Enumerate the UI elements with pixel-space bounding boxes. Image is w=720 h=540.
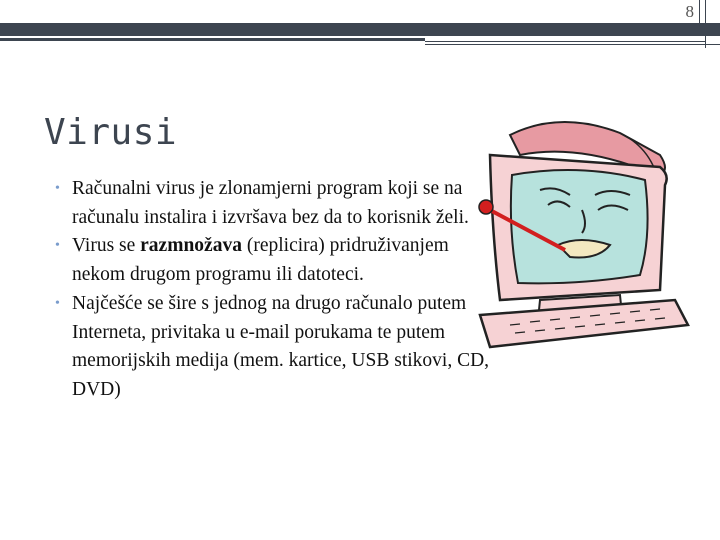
bullet-bold-text: razmnožava [140, 235, 242, 257]
bullet-item [55, 232, 495, 289]
header-bar [0, 23, 720, 36]
bullet-text: Najčešće se šire s jednog na drugo računalo putem Interneta, privitaka u e-mail porukama te putem memorijskih medija (mem. kartice, USB stikovi, CD, DVD) [72, 292, 490, 400]
bullet-marker-icon: • [55, 238, 60, 254]
sick-computer-icon [470, 115, 695, 355]
bullet-item [55, 175, 495, 232]
bullet-text: Virus se [72, 235, 141, 257]
slide-title: Virusi [44, 112, 178, 153]
bullet-marker-icon: • [55, 181, 60, 196]
bullet-text-end: (replicira) pridruživanjem nekom drugom programu ili datoteci. [72, 235, 449, 286]
corner-line-2 [705, 0, 706, 48]
header-rule [0, 38, 425, 41]
bullet-item [55, 290, 495, 405]
slide-number: 8 [685, 2, 694, 21]
header-rule-thin-2 [425, 44, 720, 45]
corner-line [699, 0, 700, 36]
bullet-list [55, 175, 495, 405]
bullet-marker-icon: • [55, 295, 60, 311]
header-rule-thin [425, 41, 705, 42]
bullet-text: Računalni virus je zlonamjerni program koji se na računalu instalira i izvršava bez da to korisnik želi. [72, 178, 469, 228]
